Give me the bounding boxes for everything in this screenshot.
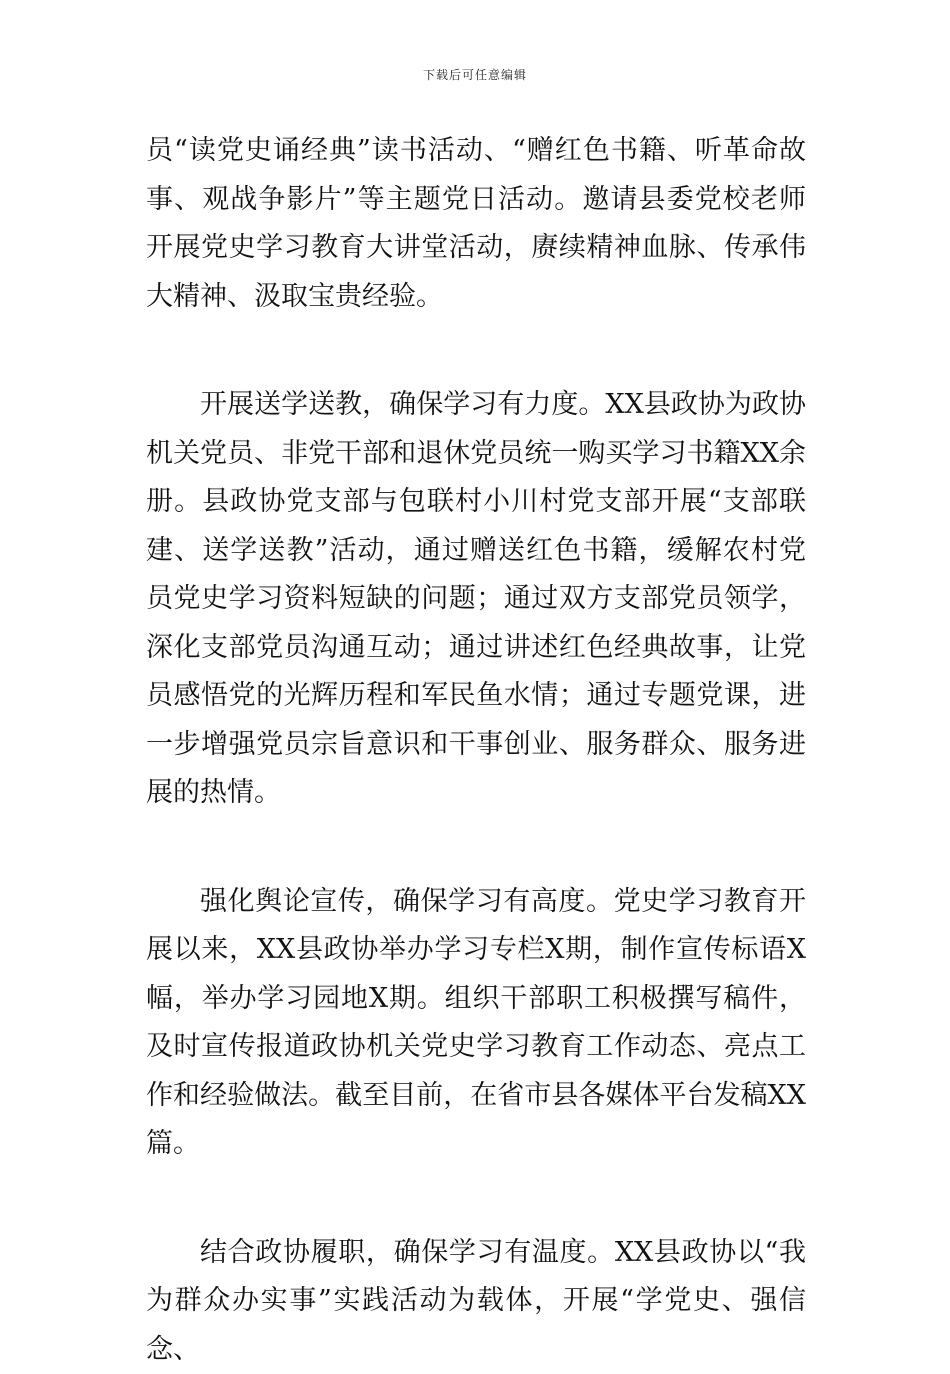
paragraph-continued: 员“读党史诵经典”读书活动、“赠红色书籍、听革命故事、观战争影片”等主题党日活动。邀请县委党校老师开展党史学习教育大讲堂活动，赓续精神血脉、传承伟大精神、汲取宝贵经验。 xyxy=(146,127,806,321)
paragraph-publicity: 强化舆论宣传，确保学习有高度。党史学习教育开展以来，XX县政协举办学习专栏X期，制作宣传标语X幅，举办学习园地X期。组织干部职工积极撰写稿件，及时宣传报道政协机关党史学习教育工作动态、亮点工作和经验做法。截至目前，在省市县各媒体平台发稿XX篇。 xyxy=(146,878,806,1169)
paragraph-gap xyxy=(146,818,806,878)
page-header: 下载后可任意编辑 xyxy=(0,66,950,83)
document-body xyxy=(146,127,806,1374)
paragraph-gap xyxy=(146,1169,806,1229)
paragraph-send-study: 开展送学送教，确保学习有力度。XX县政协为政协机关党员、非党干部和退休党员统一购买学习书籍XX余册。县政协党支部与包联村小川村党支部开展“支部联建、送学送教”活动，通过赠送红色书籍，缓解农村党员党史学习资料短缺的问题；通过双方支部党员领学，深化支部党员沟通互动；通过讲述红色经典故事，让党员感悟党的光辉历程和军民鱼水情；通过专题党课，进一步增强党员宗旨意识和干事创业、服务群众、服务进展的热情。 xyxy=(146,381,806,818)
paragraph-duty: 结合政协履职，确保学习有温度。XX县政协以“我为群众办实事”实践活动为载体，开展“学党史、强信念、 xyxy=(146,1229,806,1374)
paragraph-gap xyxy=(146,321,806,381)
